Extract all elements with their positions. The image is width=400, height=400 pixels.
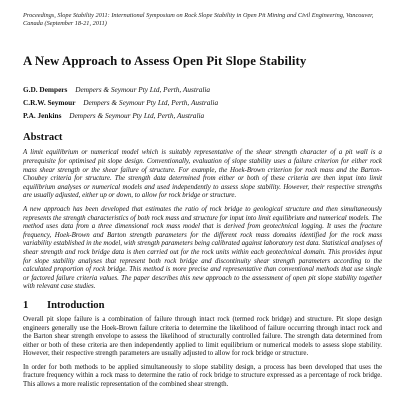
- author-name: C.R.W. Seymour: [23, 98, 76, 108]
- author-affiliation: Dempers & Seymour Pty Ltd, Perth, Australia: [75, 85, 211, 95]
- running-header: Proceedings, Slope Stability 2011: International Symposium on Rock Slope Stability in Open Pit Mining and Civil Engineering, Vancouver, Canada (September 18-21, 2011): [23, 12, 374, 28]
- abstract-heading: Abstract: [23, 132, 63, 144]
- author-entry: [23, 109, 382, 122]
- author-name: P.A. Jenkins: [23, 111, 62, 121]
- author-entry: [23, 96, 382, 109]
- abstract-paragraph: A new approach has been developed that estimates the ratio of rock bridge to geological structure and then simultaneously represents the strength characteristics of both rock mass and structure for input into limit equilibrium and numerical models. The method uses data from a three dimensional rock mass model that is derived from geotechnical logging. It uses the fracture frequency, Hoek-Brown and Barton strength parameters for the different rock mass domains identified for the rock mass variability established in the model, with strength parameters being calibrated against laboratory test data. Statistical analyses of shear strength and rock bridge data is then carried out for the rock units within each geotechnical domain. This provides input for slope stability analyses that represent both rock bridge and discontinuity shear strength parameters according to the calculated proportion of rock bridge. This method is more precise and representative than conventional methods that use single or factored failure criteria values. The paper describes this new approach to the assessment of open pit slope stability together with relevant case studies.: [23, 205, 382, 291]
- author-name: G.D. Dempers: [23, 85, 68, 95]
- author-affiliation: Dempers & Seymour Pty Ltd, Perth, Australia: [83, 98, 219, 108]
- author-entry: [23, 83, 382, 96]
- author-affiliation: Dempers & Seymour Pty Ltd, Perth, Australia: [69, 111, 205, 121]
- body-paragraph: Overall pit slope failure is a combination of failure through intact rock (termed rock bridge) and structure. Pit slope design engineers generally use the Hoek-Brown failure criteria to determine the likelihood of failure occurring through intact rock and the Barton shear strength envelope to assess the likelihood of structurally controlled failure. The strength data determined from either or both of these criteria are then independently applied to limit equilibrium or numerical models to assess slope stability. However, their respective strength parameters are usually adjusted to allow for rock bridge or structure.: [23, 315, 382, 358]
- section-heading-introduction: [23, 300, 382, 311]
- body-paragraph: In order for both methods to be applied simultaneously to slope stability design, a process has been developed that uses the fracture frequency within a rock mass to determine the ratio of rock bridge to structure expressed as a percentage of rock bridge. This allows a more realistic representation of the combined shear strength.: [23, 363, 382, 389]
- section-number: 1: [23, 299, 29, 311]
- paper-title: A New Approach to Assess Open Pit Slope Stability: [23, 54, 307, 69]
- author-list: [23, 83, 382, 122]
- abstract-paragraph: A limit equilibrium or numerical model which is suitably representative of the shear strength character of a pit wall is a prerequisite for optimised pit slope design. Conventionally, evaluation of slope stability uses a failure criterion for either rock mass shear strength or the shear failure of structure. For example, the Hoek-Brown criterion for rock mass and the Barton-Choubey criteria for structure. The strength data determined from either or both of these criteria are then input into limit equilibrium analyses or numerical models and used independently to assess slope stability. However, their respective strengths are usually adjusted, either up or down, to allow for rock bridge or structure.: [23, 149, 382, 200]
- section-title: Introduction: [47, 299, 105, 311]
